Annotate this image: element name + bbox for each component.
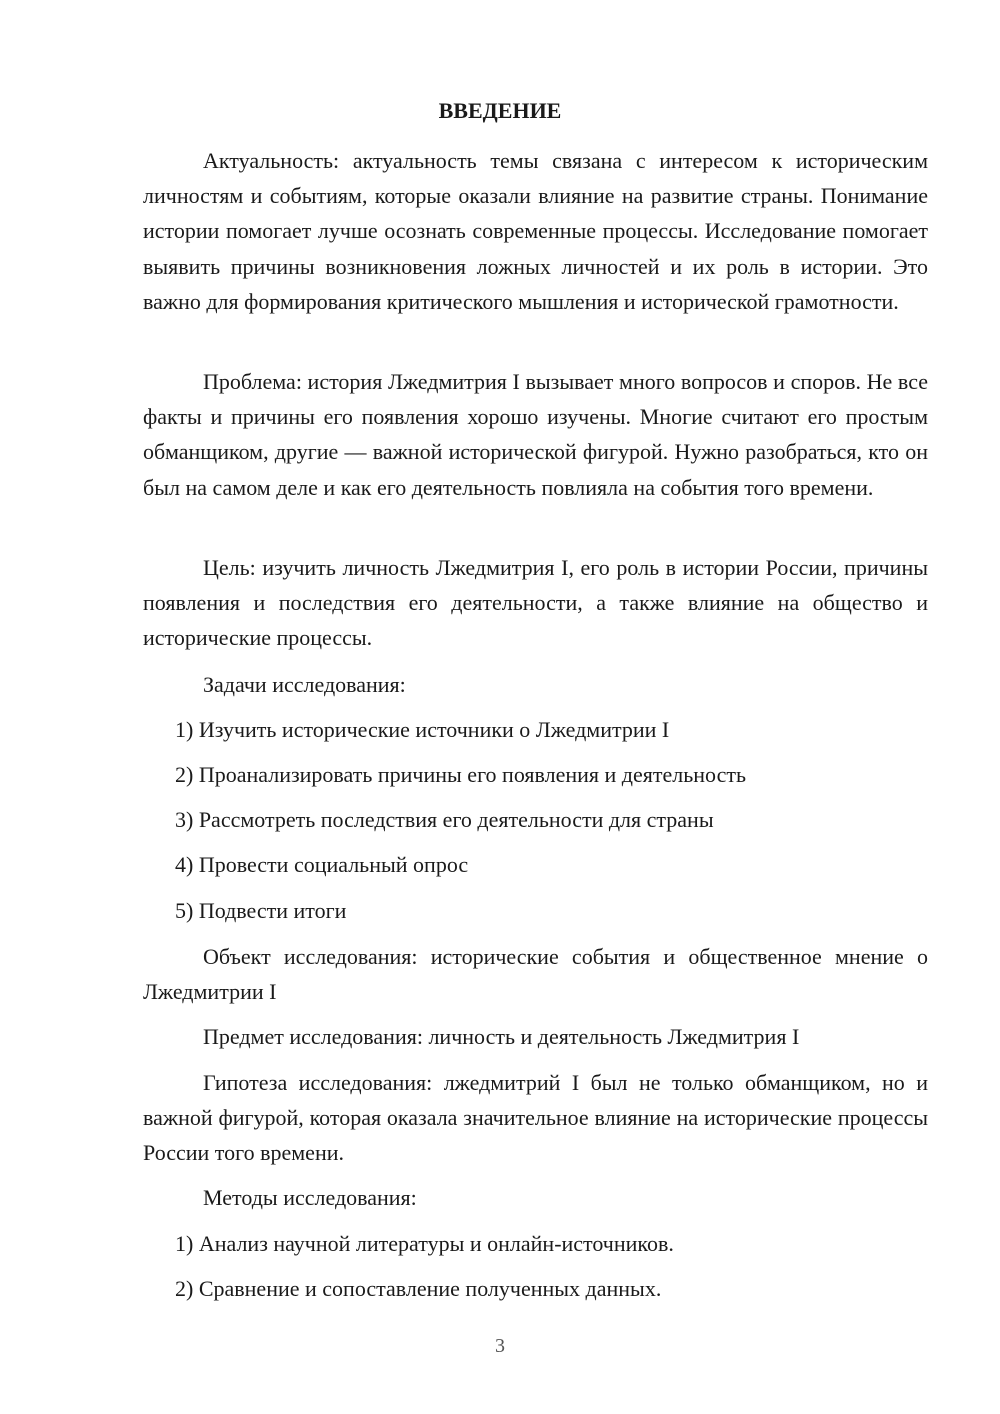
subject-paragraph: Предмет исследования: личность и деятельность Лжедмитрия I bbox=[203, 1024, 800, 1049]
goal-paragraph: Цель: изучить личность Лжедмитрия I, его роль в истории России, причины появления и последствия его деятельности, а также влияние на общество и исторические процессы. bbox=[143, 555, 928, 651]
task-item-1: 1) Изучить исторические источники о Лжедмитрии I bbox=[175, 717, 670, 742]
task-item-2: 2) Проанализировать причины его появления и деятельность bbox=[175, 762, 747, 787]
methods-heading: Методы исследования: bbox=[203, 1185, 417, 1210]
problem-paragraph: Проблема: история Лжедмитрия I вызывает много вопросов и споров. Не все факты и причины его появления хорошо изучены. Многие считают его простым обманщиком, другие — важной исторической фигурой. Нужно разобраться, кто он был на самом деле и как его деятельность повлияла на события того времени. bbox=[143, 369, 928, 500]
hypothesis-paragraph: Гипотеза исследования: лжедмитрий I был не только обманщиком, но и важной фигурой, которая оказала значительное влияние на исторические процессы России того времени. bbox=[143, 1070, 928, 1166]
task-item-5: 5) Подвести итоги bbox=[175, 898, 347, 923]
method-item-1: 1) Анализ научной литературы и онлайн-источников. bbox=[175, 1231, 674, 1256]
relevance-paragraph: Актуальность: актуальность темы связана с интересом к историческим личностям и событиям, которые оказали влияние на развитие страны. Понимание истории помогает лучше осознать современные процессы. Исследование помогает выявить причины возникновения ложных личностей и их роль в истории. Это важно для формирования критического мышления и исторической грамотности. bbox=[143, 148, 928, 314]
method-item-2: 2) Сравнение и сопоставление полученных данных. bbox=[175, 1276, 662, 1301]
object-paragraph: Объект исследования: исторические события и общественное мнение о Лжедмитрии I bbox=[143, 944, 928, 1005]
page-number: 3 bbox=[495, 1335, 505, 1357]
section-title: ВВЕДЕНИЕ bbox=[438, 98, 562, 123]
task-item-4: 4) Провести социальный опрос bbox=[175, 852, 469, 877]
tasks-heading: Задачи исследования: bbox=[203, 672, 406, 697]
task-item-3: 3) Рассмотреть последствия его деятельности для страны bbox=[175, 807, 714, 832]
